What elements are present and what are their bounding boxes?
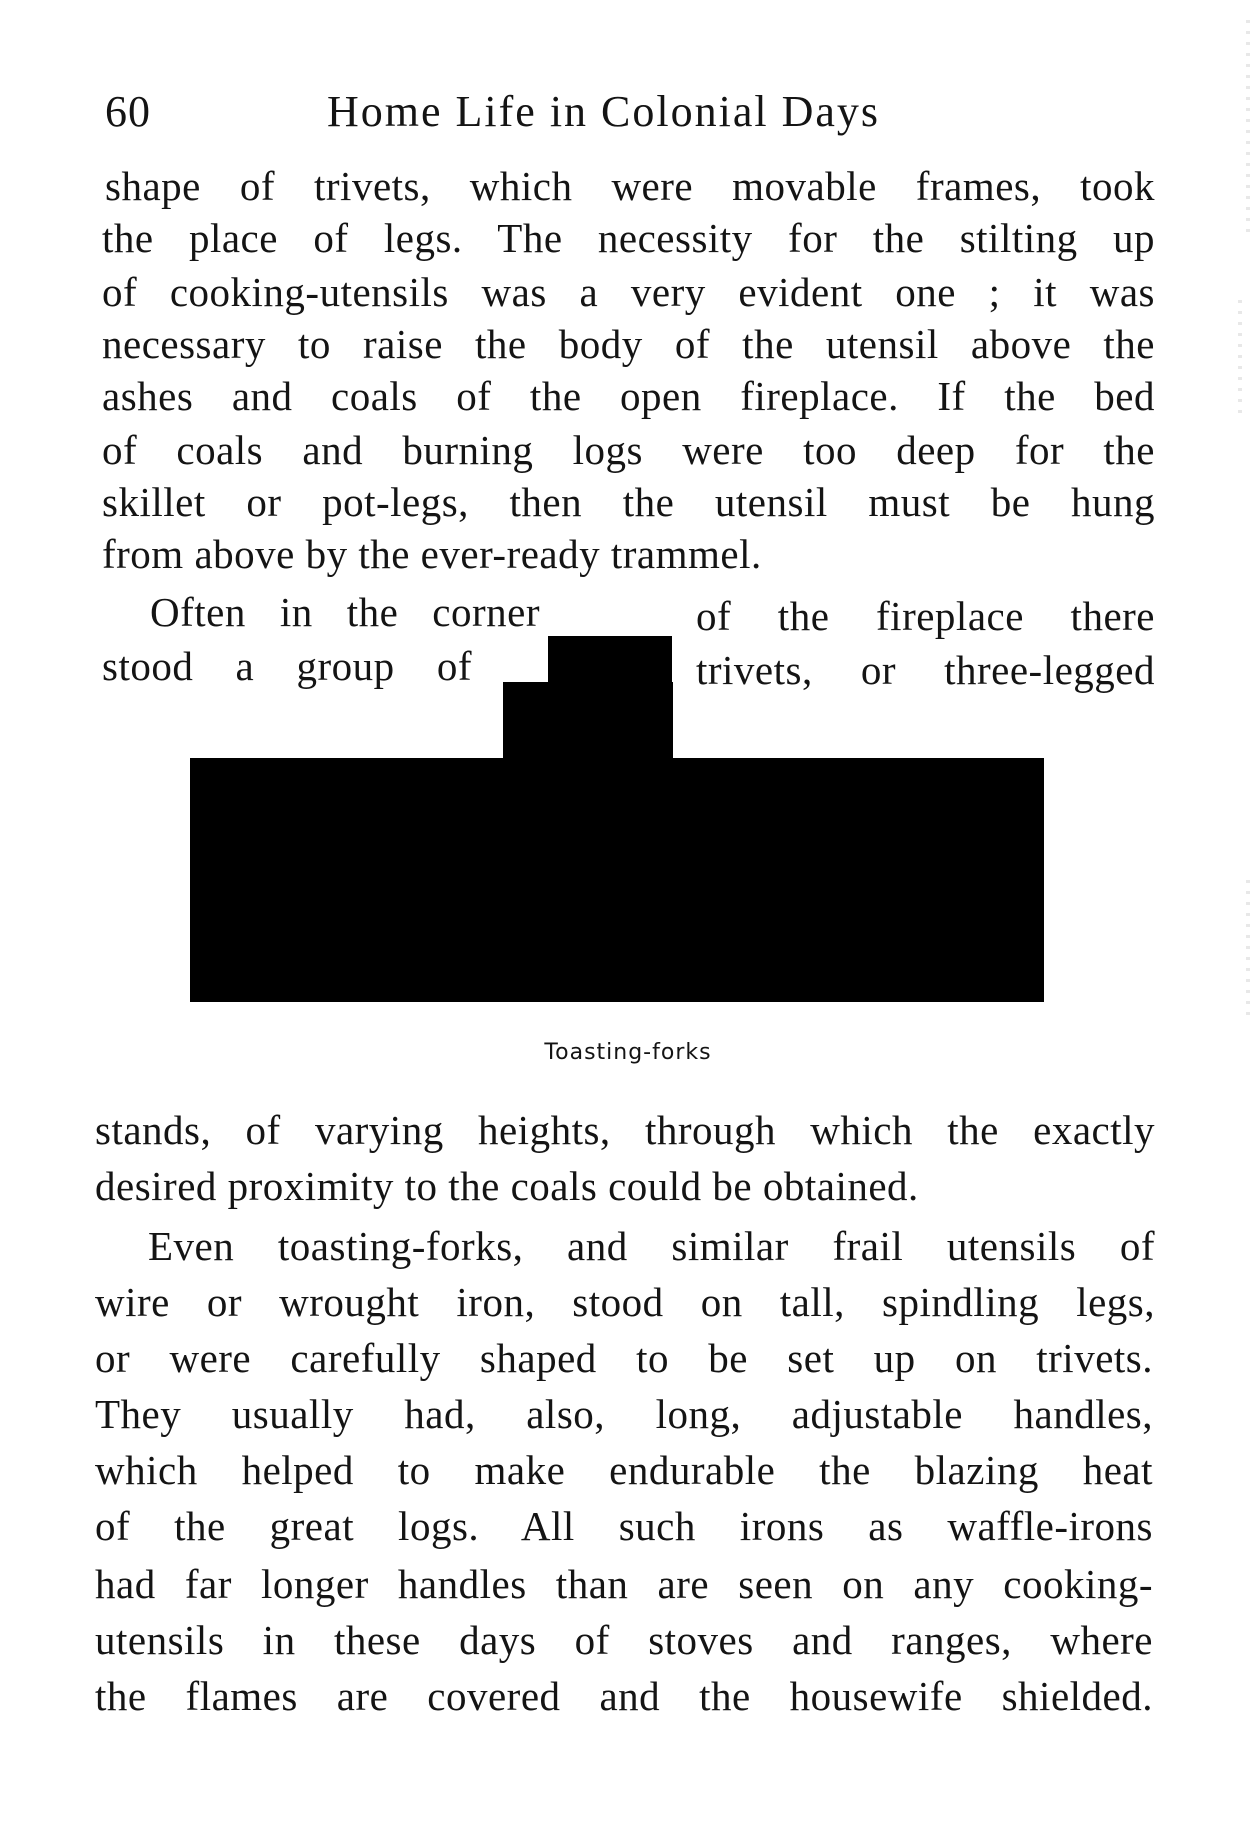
page-header: [105, 86, 1165, 146]
text-line: the flames are covered and the housewife shielded.: [95, 1673, 1153, 1719]
scan-speckle: [1246, 20, 1250, 240]
text-line: ashes and coals of the open fireplace. If the bed: [102, 373, 1155, 419]
text-line: skillet or pot-legs, then the utensil must be hung: [102, 479, 1155, 525]
text-line: wire or wrought iron, stood on tall, spindling legs,: [95, 1279, 1155, 1325]
text-line: necessary to raise the body of the utensil above the: [102, 321, 1155, 367]
text-line: shape of trivets, which were movable frames, took: [105, 163, 1155, 209]
text-line-left: stood a group of: [102, 643, 472, 689]
text-line: of the great logs. All such irons as waffle-irons: [95, 1503, 1153, 1549]
text-line: of cooking-utensils was a very evident one ; it was: [102, 269, 1155, 315]
text-line: or were carefully shaped to be set up on trivets.: [95, 1335, 1153, 1381]
text-line: They usually had, also, long, adjustable handles,: [95, 1391, 1153, 1437]
running-title: Home Life in Colonial Days: [327, 87, 881, 136]
page-number: 60: [105, 87, 151, 136]
scan-speckle: [1238, 300, 1242, 420]
text-line-left: Often in the corner: [150, 589, 540, 635]
figure-main-block: [190, 758, 1044, 1002]
scan-speckle: [1246, 880, 1250, 1020]
text-line: from above by the ever-ready trammel.: [102, 531, 762, 577]
text-line-right: of the fireplace there: [696, 593, 1155, 639]
text-line: had far longer handles than are seen on any cooking-: [95, 1561, 1153, 1607]
figure-upper-block: [503, 682, 673, 762]
text-line: Even toasting-forks, and similar frail utensils of: [148, 1223, 1155, 1269]
text-line: stands, of varying heights, through which the exactly: [95, 1107, 1155, 1153]
text-line: desired proximity to the coals could be obtained.: [95, 1163, 919, 1209]
text-line: utensils in these days of stoves and ranges, where: [95, 1617, 1153, 1663]
text-line: which helped to make endurable the blazing heat: [95, 1447, 1153, 1493]
text-line: the place of legs. The necessity for the stilting up: [102, 215, 1155, 261]
text-line: of coals and burning logs were too deep for the: [102, 427, 1155, 473]
text-line-right: trivets, or three-legged: [696, 647, 1155, 693]
figure-caption: Toasting-forks: [544, 1040, 712, 1065]
